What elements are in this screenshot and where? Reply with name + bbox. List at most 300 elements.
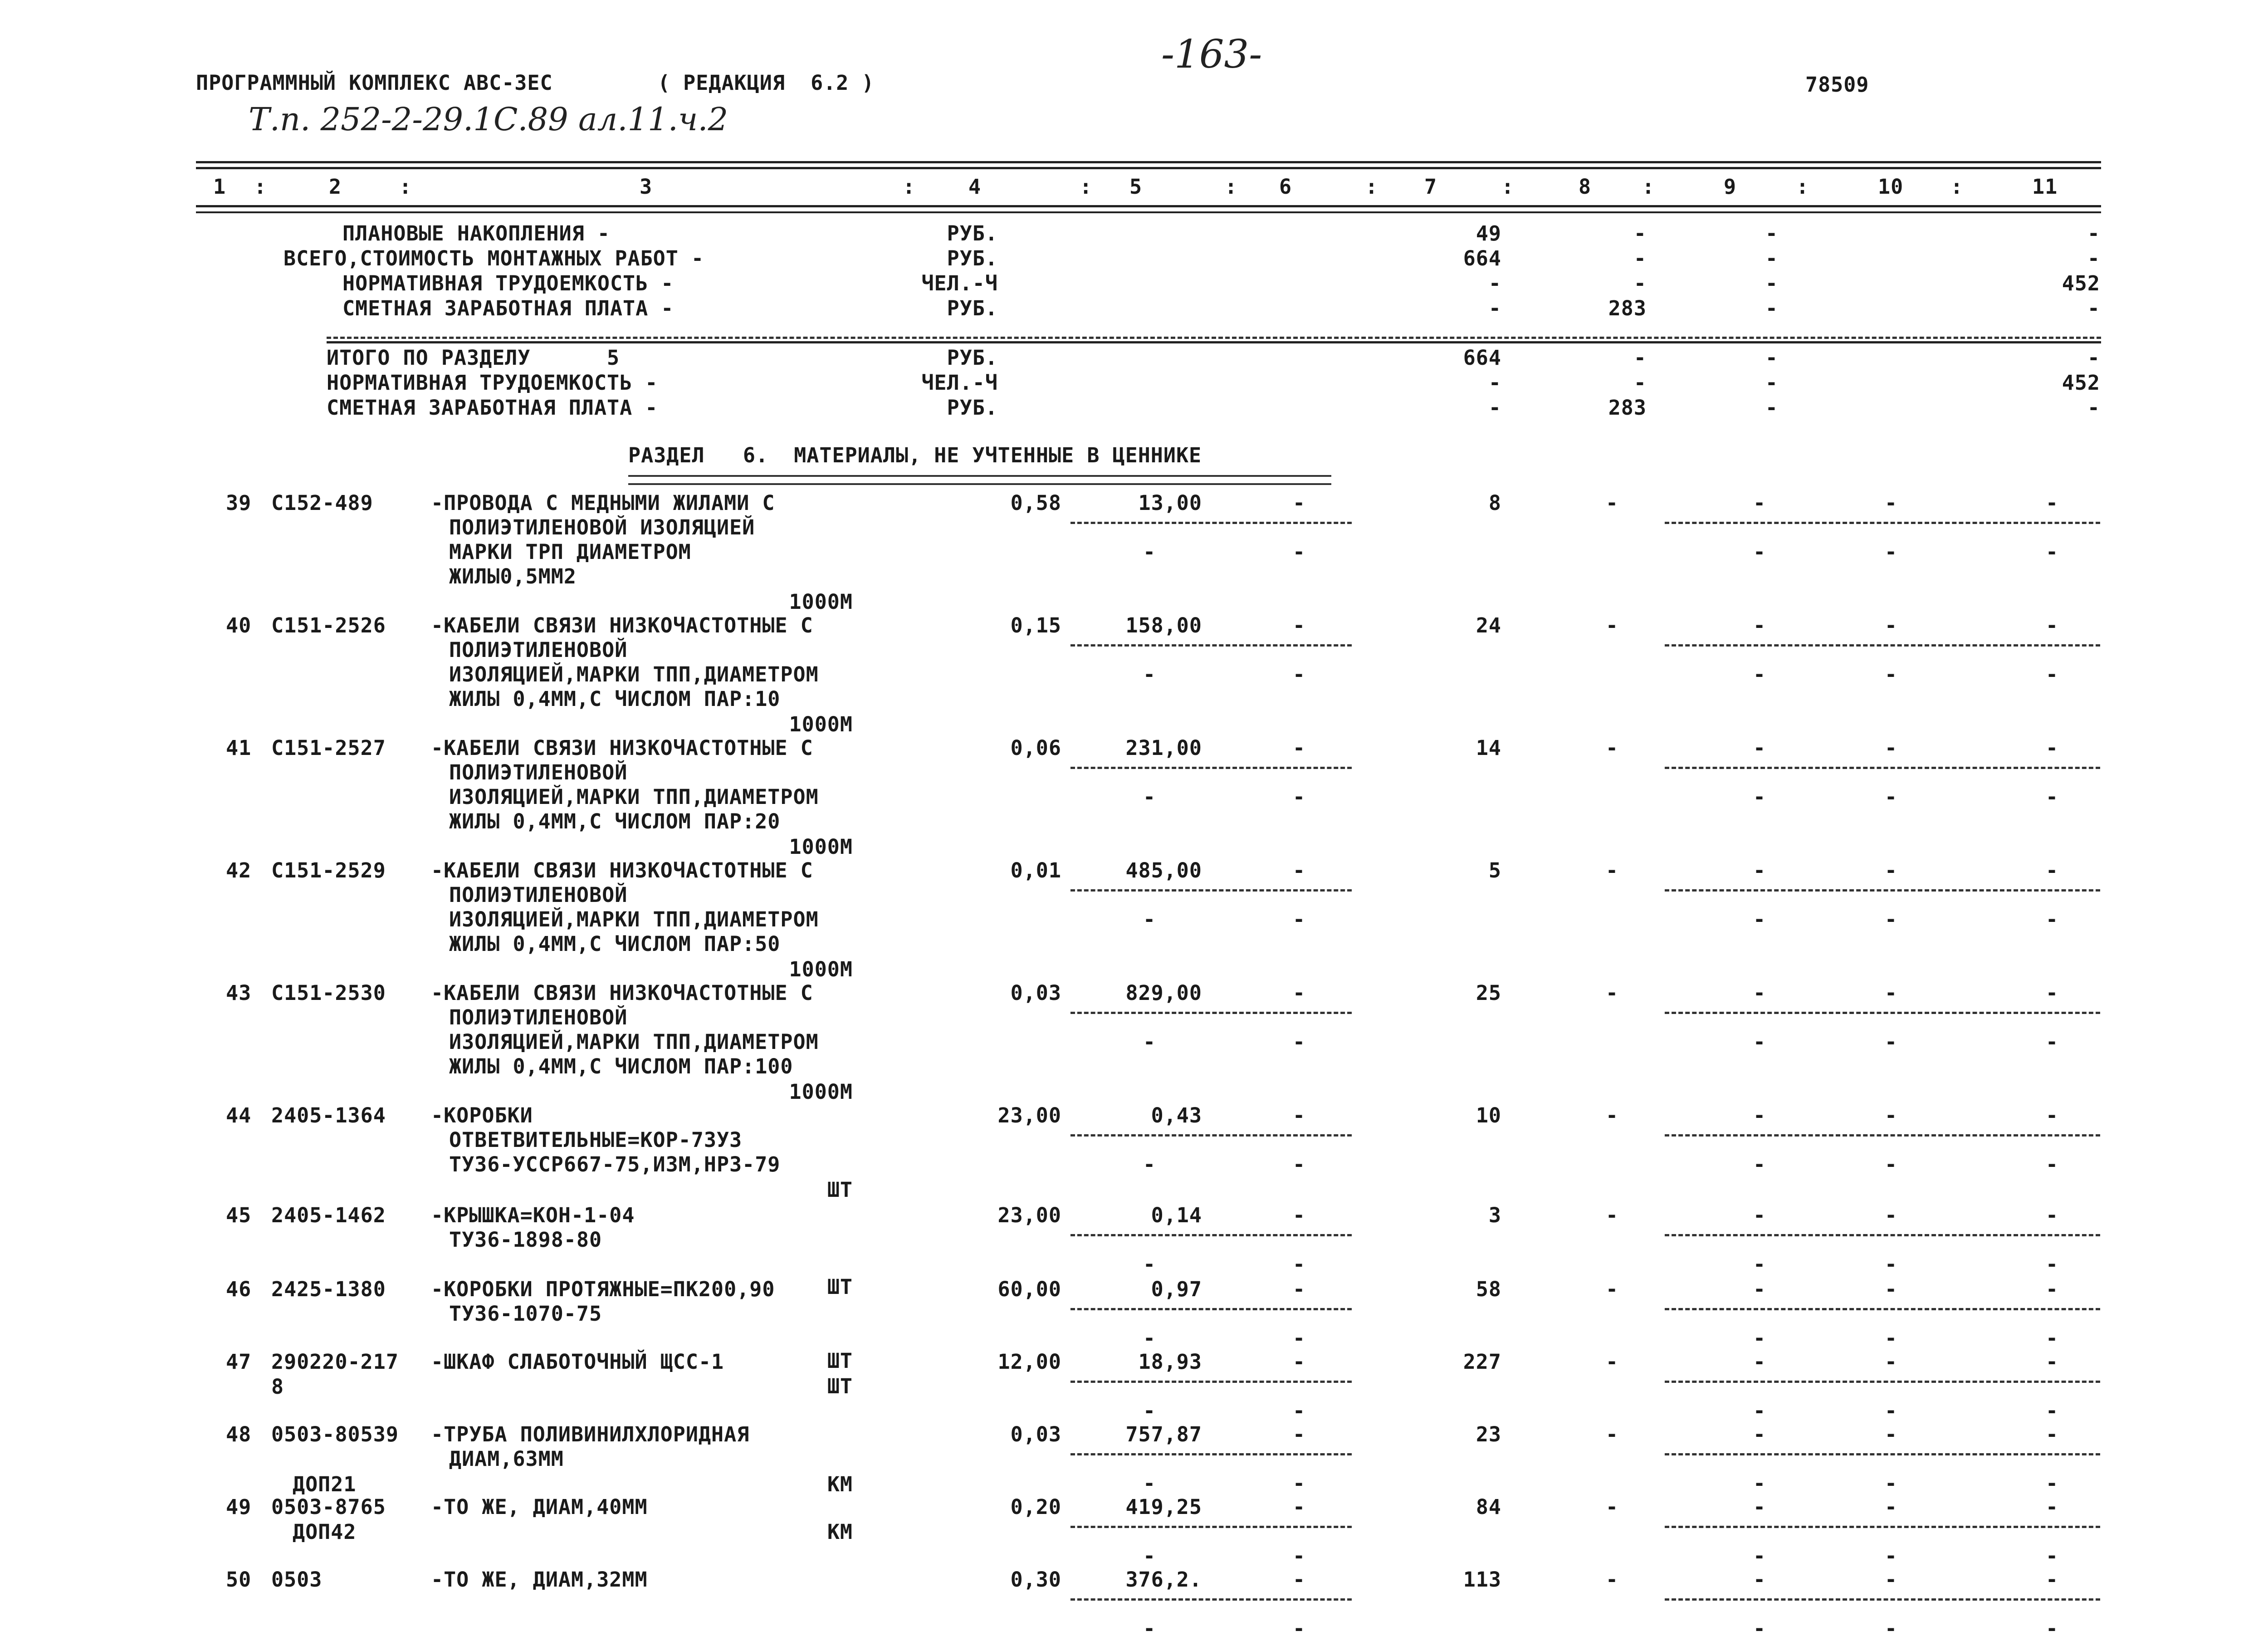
item-col11: - bbox=[2046, 491, 2059, 515]
item-code-extra: 8 bbox=[271, 1375, 284, 1399]
item-description-line: -ТО ЖЕ, ДИАМ,32ММ bbox=[431, 1568, 648, 1592]
item-number: 46 bbox=[226, 1277, 252, 1301]
item-sub-dash: - bbox=[1753, 1326, 1766, 1350]
item-description-line: ПОЛИЭТИЛЕНОВОЙ bbox=[449, 883, 628, 907]
item-description-line: МАРКИ ТРП ДИАМЕТРОМ bbox=[449, 540, 691, 564]
item-sub-dash: - bbox=[2046, 1544, 2059, 1568]
item-col6: - bbox=[1293, 1495, 1306, 1519]
item-col10: - bbox=[1885, 491, 1898, 515]
item-sub-dash: - bbox=[1143, 1326, 1156, 1350]
summary-col11: 452 bbox=[2062, 371, 2100, 395]
item-col8: - bbox=[1606, 1495, 1619, 1519]
item-col9: - bbox=[1753, 491, 1766, 515]
item-sub-dash: - bbox=[1753, 1030, 1766, 1054]
summary-col11: - bbox=[2087, 396, 2100, 420]
item-col11: - bbox=[2046, 1277, 2059, 1301]
item-code: 2425-1380 bbox=[271, 1277, 386, 1301]
item-col8: - bbox=[1606, 1203, 1619, 1227]
item-rule-right bbox=[1665, 1526, 2100, 1528]
summary-col9: - bbox=[1765, 371, 1778, 395]
item-sub-dash: - bbox=[1143, 540, 1156, 564]
item-col8: - bbox=[1606, 858, 1619, 882]
item-number: 49 bbox=[226, 1495, 252, 1519]
item-sub-dash: - bbox=[1143, 1617, 1156, 1641]
item-description-line: -КОРОБКИ ПРОТЯЖНЫЕ=ПК200,90 bbox=[431, 1277, 775, 1301]
summary-col8: - bbox=[1633, 371, 1647, 395]
item-number: 50 bbox=[226, 1568, 252, 1592]
item-unit-price: 18,93 bbox=[1138, 1350, 1202, 1374]
item-description-line: -КАБЕЛИ СВЯЗИ НИЗКОЧАСТОТНЫЕ С bbox=[431, 981, 813, 1005]
item-number: 41 bbox=[226, 736, 252, 760]
item-col11: - bbox=[2046, 1568, 2059, 1592]
item-description-line: ИЗОЛЯЦИЕЙ,МАРКИ ТПП,ДИАМЕТРОМ bbox=[449, 785, 819, 809]
item-unit-price: 376,2. bbox=[1125, 1568, 1202, 1592]
item-unit: ШТ bbox=[827, 1178, 853, 1202]
item-sub-dash: - bbox=[1293, 662, 1306, 686]
item-sub-dash: - bbox=[2046, 1030, 2059, 1054]
item-code: С151-2527 bbox=[271, 736, 386, 760]
item-code-extra: ДОП42 bbox=[293, 1520, 357, 1544]
item-rule-right bbox=[1665, 644, 2100, 647]
summary-col9: - bbox=[1765, 221, 1778, 245]
section-title-underline bbox=[628, 475, 1331, 485]
item-col7: 3 bbox=[1488, 1203, 1501, 1227]
column-separator: : bbox=[254, 175, 267, 199]
item-unit-price: 158,00 bbox=[1125, 613, 1202, 637]
item-quantity: 0,01 bbox=[1010, 858, 1061, 882]
item-unit-price: 0,97 bbox=[1151, 1277, 1202, 1301]
item-code: 0503-80539 bbox=[271, 1422, 399, 1446]
summary-col7: 49 bbox=[1476, 221, 1501, 245]
item-quantity: 0,15 bbox=[1010, 613, 1061, 637]
summary-col8: 283 bbox=[1608, 296, 1647, 320]
item-col11: - bbox=[2046, 1203, 2059, 1227]
item-description-line: -КАБЕЛИ СВЯЗИ НИЗКОЧАСТОТНЫЕ С bbox=[431, 858, 813, 882]
column-separator: : bbox=[1796, 175, 1809, 199]
item-description-line: -КРЫШКА=КОН-1-04 bbox=[431, 1203, 635, 1227]
item-description-line: ДИАМ,63ММ bbox=[449, 1447, 564, 1471]
item-sub-dash: - bbox=[2046, 1252, 2059, 1276]
item-sub-dash: - bbox=[1143, 785, 1156, 809]
item-description-line: ПОЛИЭТИЛЕНОВОЙ ИЗОЛЯЦИЕЙ bbox=[449, 515, 755, 539]
edition-label: ( РЕДАКЦИЯ 6.2 ) bbox=[658, 71, 875, 95]
item-sub-dash: - bbox=[1143, 1252, 1156, 1276]
item-unit-price: 231,00 bbox=[1125, 736, 1202, 760]
item-col11: - bbox=[2046, 981, 2059, 1005]
item-col8: - bbox=[1606, 613, 1619, 637]
item-sub-dash: - bbox=[1293, 1030, 1306, 1054]
item-col6: - bbox=[1293, 981, 1306, 1005]
item-quantity: 23,00 bbox=[997, 1103, 1061, 1127]
column-number-5: 5 bbox=[1129, 175, 1143, 199]
column-separator: : bbox=[1950, 175, 1964, 199]
item-sub-dash: - bbox=[1885, 1544, 1898, 1568]
item-unit-price: 0,14 bbox=[1151, 1203, 1202, 1227]
item-rule-right bbox=[1665, 1012, 2100, 1014]
item-sub-dash: - bbox=[1885, 907, 1898, 931]
summary-col7: - bbox=[1488, 296, 1501, 320]
item-description-line: ЖИЛЫ0,5ММ2 bbox=[449, 564, 577, 588]
item-unit: ШТ bbox=[827, 1275, 853, 1299]
item-sub-dash: - bbox=[1293, 1617, 1306, 1641]
item-sub-dash: - bbox=[2046, 1326, 2059, 1350]
item-rule-right bbox=[1665, 1308, 2100, 1310]
column-number-4: 4 bbox=[968, 175, 982, 199]
column-separator: : bbox=[1365, 175, 1378, 199]
column-separator: : bbox=[903, 175, 916, 199]
summary-unit: ЧЕЛ.-Ч bbox=[921, 271, 998, 295]
item-rule-right bbox=[1665, 1453, 2100, 1455]
item-col9: - bbox=[1753, 1495, 1766, 1519]
item-sub-dash: - bbox=[1885, 1399, 1898, 1423]
column-separator: : bbox=[1080, 175, 1093, 199]
item-col9: - bbox=[1753, 858, 1766, 882]
item-sub-dash: - bbox=[1753, 1471, 1766, 1495]
item-sub-dash: - bbox=[1293, 540, 1306, 564]
item-col6: - bbox=[1293, 1203, 1306, 1227]
summary-col9: - bbox=[1765, 246, 1778, 270]
item-col6: - bbox=[1293, 1422, 1306, 1446]
item-rule-right bbox=[1665, 522, 2100, 524]
item-col8: - bbox=[1606, 981, 1619, 1005]
item-quantity: 23,00 bbox=[997, 1203, 1061, 1227]
item-sub-dash: - bbox=[1143, 1544, 1156, 1568]
item-description-line: ЖИЛЫ 0,4ММ,С ЧИСЛОМ ПАР:10 bbox=[449, 687, 781, 711]
item-sub-dash: - bbox=[1293, 1252, 1306, 1276]
item-code: С151-2529 bbox=[271, 858, 386, 882]
item-rule-right bbox=[1665, 1598, 2100, 1601]
item-col8: - bbox=[1606, 1422, 1619, 1446]
item-col8: - bbox=[1606, 1277, 1619, 1301]
item-sub-dash: - bbox=[2046, 662, 2059, 686]
item-sub-dash: - bbox=[1753, 785, 1766, 809]
item-quantity: 60,00 bbox=[997, 1277, 1061, 1301]
column-number-9: 9 bbox=[1724, 175, 1737, 199]
item-code: 2405-1462 bbox=[271, 1203, 386, 1227]
item-col10: - bbox=[1885, 1422, 1898, 1446]
item-sub-dash: - bbox=[1293, 785, 1306, 809]
summary-unit: РУБ. bbox=[947, 396, 998, 420]
summary-separator-2 bbox=[327, 341, 2101, 343]
item-col10: - bbox=[1885, 1203, 1898, 1227]
item-sub-dash: - bbox=[1293, 1152, 1306, 1176]
summary-col8: - bbox=[1633, 346, 1647, 370]
item-sub-dash: - bbox=[1753, 1544, 1766, 1568]
item-sub-dash: - bbox=[1753, 1617, 1766, 1641]
item-description-line: ИЗОЛЯЦИЕЙ,МАРКИ ТПП,ДИАМЕТРОМ bbox=[449, 662, 819, 686]
item-sub-dash: - bbox=[2046, 1399, 2059, 1423]
item-sub-dash: - bbox=[1293, 1544, 1306, 1568]
item-quantity: 0,20 bbox=[1010, 1495, 1061, 1519]
item-description-line: ЖИЛЫ 0,4ММ,С ЧИСЛОМ ПАР:100 bbox=[449, 1054, 793, 1078]
item-code-extra: ДОП21 bbox=[293, 1472, 357, 1496]
item-quantity: 0,30 bbox=[1010, 1568, 1061, 1592]
item-sub-dash: - bbox=[1753, 1399, 1766, 1423]
item-unit-price: 757,87 bbox=[1125, 1422, 1202, 1446]
item-col10: - bbox=[1885, 736, 1898, 760]
summary-col8: - bbox=[1633, 246, 1647, 270]
item-col9: - bbox=[1753, 1277, 1766, 1301]
item-number: 48 bbox=[226, 1422, 252, 1446]
item-sub-dash: - bbox=[2046, 1152, 2059, 1176]
item-col10: - bbox=[1885, 1568, 1898, 1592]
item-col9: - bbox=[1753, 981, 1766, 1005]
summary-unit: РУБ. bbox=[947, 221, 998, 245]
item-sub-dash: - bbox=[1753, 1252, 1766, 1276]
item-col8: - bbox=[1606, 1103, 1619, 1127]
summary-col11: 452 bbox=[2062, 271, 2100, 295]
item-col8: - bbox=[1606, 491, 1619, 515]
item-description-line: ПОЛИЭТИЛЕНОВОЙ bbox=[449, 760, 628, 784]
item-sub-dash: - bbox=[2046, 1617, 2059, 1641]
document-code: 78509 bbox=[1805, 73, 1869, 97]
item-col7: 58 bbox=[1476, 1277, 1501, 1301]
column-number-3: 3 bbox=[640, 175, 653, 199]
item-col8: - bbox=[1606, 736, 1619, 760]
item-rule-price bbox=[1070, 644, 1352, 647]
item-rule-price bbox=[1070, 767, 1352, 769]
header-top-rule bbox=[196, 161, 2101, 163]
summary-label: ПЛАНОВЫЕ НАКОПЛЕНИЯ - bbox=[342, 221, 610, 245]
summary-col9: - bbox=[1765, 396, 1778, 420]
item-code: 2405-1364 bbox=[271, 1103, 386, 1127]
item-unit-price: 485,00 bbox=[1125, 858, 1202, 882]
item-sub-dash: - bbox=[1143, 1399, 1156, 1423]
item-col9: - bbox=[1753, 1422, 1766, 1446]
item-unit: 1000М bbox=[789, 957, 853, 981]
item-code: С152-489 bbox=[271, 491, 373, 515]
summary-col11: - bbox=[2087, 246, 2100, 270]
column-number-8: 8 bbox=[1579, 175, 1592, 199]
item-col11: - bbox=[2046, 1422, 2059, 1446]
item-sub-dash: - bbox=[1143, 1471, 1156, 1495]
summary-col11: - bbox=[2087, 221, 2100, 245]
item-rule-price bbox=[1070, 1234, 1352, 1236]
item-sub-dash: - bbox=[2046, 1471, 2059, 1495]
item-description-line: -КАБЕЛИ СВЯЗИ НИЗКОЧАСТОТНЫЕ С bbox=[431, 736, 813, 760]
item-description-line: ТУ36-УССР667-75,ИЗМ,НР3-79 bbox=[449, 1152, 781, 1176]
item-unit-price: 829,00 bbox=[1125, 981, 1202, 1005]
item-sub-dash: - bbox=[1885, 540, 1898, 564]
item-sub-dash: - bbox=[1885, 1471, 1898, 1495]
column-number-1: 1 bbox=[213, 175, 226, 199]
item-rule-right bbox=[1665, 1234, 2100, 1236]
header-bottom-rule bbox=[196, 205, 2101, 207]
item-col7: 84 bbox=[1476, 1495, 1501, 1519]
summary-unit: РУБ. bbox=[947, 296, 998, 320]
summary-unit: ЧЕЛ.-Ч bbox=[921, 371, 998, 395]
column-number-2: 2 bbox=[329, 175, 342, 199]
item-rule-price bbox=[1070, 1381, 1352, 1383]
item-col6: - bbox=[1293, 1103, 1306, 1127]
item-rule-price bbox=[1070, 1526, 1352, 1528]
item-description-line: ИЗОЛЯЦИЕЙ,МАРКИ ТПП,ДИАМЕТРОМ bbox=[449, 907, 819, 931]
item-unit-price: 419,25 bbox=[1125, 1495, 1202, 1519]
item-col6: - bbox=[1293, 1277, 1306, 1301]
item-rule-price bbox=[1070, 889, 1352, 892]
summary-col7: - bbox=[1488, 371, 1501, 395]
item-sub-dash: - bbox=[1753, 540, 1766, 564]
summary-col7: 664 bbox=[1463, 246, 1501, 270]
column-separator: : bbox=[1501, 175, 1515, 199]
item-description-line: ОТВЕТВИТЕЛЬНЫЕ=КОР-73У3 bbox=[449, 1128, 743, 1152]
item-description-line: -ПРОВОДА С МЕДНЫМИ ЖИЛАМИ С bbox=[431, 491, 775, 515]
item-quantity: 0,06 bbox=[1010, 736, 1061, 760]
summary-label: ВСЕГО,СТОИМОСТЬ МОНТАЖНЫХ РАБОТ - bbox=[284, 246, 704, 270]
item-col9: - bbox=[1753, 613, 1766, 637]
item-unit: 1000М bbox=[789, 1080, 853, 1104]
item-sub-dash: - bbox=[1885, 1030, 1898, 1054]
item-unit: 1000М bbox=[789, 590, 853, 614]
item-sub-dash: - bbox=[1885, 1252, 1898, 1276]
item-description-line: -КОРОБКИ bbox=[431, 1103, 533, 1127]
item-code: 0503-8765 bbox=[271, 1495, 386, 1519]
item-sub-dash: - bbox=[1885, 785, 1898, 809]
item-rule-right bbox=[1665, 767, 2100, 769]
item-quantity: 0,03 bbox=[1010, 1422, 1061, 1446]
summary-label: СМЕТНАЯ ЗАРАБОТНАЯ ПЛАТА - bbox=[327, 396, 658, 420]
item-rule-price bbox=[1070, 1453, 1352, 1455]
item-sub-dash: - bbox=[1885, 1617, 1898, 1641]
header-bottom-rule-2 bbox=[196, 211, 2101, 213]
item-col10: - bbox=[1885, 1495, 1898, 1519]
item-col7: 227 bbox=[1463, 1350, 1501, 1374]
summary-label: СМЕТНАЯ ЗАРАБОТНАЯ ПЛАТА - bbox=[342, 296, 674, 320]
summary-col9: - bbox=[1765, 271, 1778, 295]
item-rule-price bbox=[1070, 522, 1352, 524]
item-sub-dash: - bbox=[1143, 1030, 1156, 1054]
item-rule-right bbox=[1665, 1134, 2100, 1136]
item-col11: - bbox=[2046, 1103, 2059, 1127]
item-unit: ШТ bbox=[827, 1374, 853, 1398]
item-quantity: 0,03 bbox=[1010, 981, 1061, 1005]
item-description-line: ИЗОЛЯЦИЕЙ,МАРКИ ТПП,ДИАМЕТРОМ bbox=[449, 1030, 819, 1054]
summary-col7: - bbox=[1488, 396, 1501, 420]
item-rule-price bbox=[1070, 1012, 1352, 1014]
item-unit-price: 13,00 bbox=[1138, 491, 1202, 515]
item-sub-dash: - bbox=[1143, 662, 1156, 686]
item-description-line: -КАБЕЛИ СВЯЗИ НИЗКОЧАСТОТНЫЕ С bbox=[431, 613, 813, 637]
summary-unit: РУБ. bbox=[947, 346, 998, 370]
item-col8: - bbox=[1606, 1568, 1619, 1592]
item-col6: - bbox=[1293, 736, 1306, 760]
item-col10: - bbox=[1885, 858, 1898, 882]
item-sub-dash: - bbox=[1753, 907, 1766, 931]
item-unit-price: 0,43 bbox=[1151, 1103, 1202, 1127]
header-top-rule-2 bbox=[196, 167, 2101, 169]
item-sub-dash: - bbox=[1885, 662, 1898, 686]
item-unit: ШТ bbox=[827, 1349, 853, 1373]
item-col8: - bbox=[1606, 1350, 1619, 1374]
item-col7: 5 bbox=[1488, 858, 1501, 882]
column-number-7: 7 bbox=[1424, 175, 1437, 199]
item-col9: - bbox=[1753, 736, 1766, 760]
handwritten-reference: Т.п. 252-2-29.1С.89 ал.11.ч.2 bbox=[249, 101, 728, 138]
item-col7: 24 bbox=[1476, 613, 1501, 637]
summary-label: НОРМАТИВНАЯ ТРУДОЕМКОСТЬ - bbox=[327, 371, 658, 395]
item-description-line: ЖИЛЫ 0,4ММ,С ЧИСЛОМ ПАР:20 bbox=[449, 809, 781, 833]
summary-col11: - bbox=[2087, 296, 2100, 320]
item-quantity: 0,58 bbox=[1010, 491, 1061, 515]
item-code: С151-2530 bbox=[271, 981, 386, 1005]
item-unit: 1000М bbox=[789, 712, 853, 736]
summary-col11: - bbox=[2087, 346, 2100, 370]
item-col6: - bbox=[1293, 613, 1306, 637]
item-col7: 23 bbox=[1476, 1422, 1501, 1446]
item-col9: - bbox=[1753, 1568, 1766, 1592]
item-number: 45 bbox=[226, 1203, 252, 1227]
column-separator: : bbox=[1225, 175, 1238, 199]
summary-separator bbox=[327, 337, 2101, 339]
item-number: 40 bbox=[226, 613, 252, 637]
item-description-line: ТУ36-1070-75 bbox=[449, 1302, 602, 1326]
summary-col9: - bbox=[1765, 296, 1778, 320]
item-code: 0503 bbox=[271, 1568, 323, 1592]
item-description-line: ЖИЛЫ 0,4ММ,С ЧИСЛОМ ПАР:50 bbox=[449, 932, 781, 956]
item-sub-dash: - bbox=[1885, 1326, 1898, 1350]
item-rule-right bbox=[1665, 889, 2100, 892]
item-description-line: -ШКАФ СЛАБОТОЧНЫЙ ЩСС-1 bbox=[431, 1350, 724, 1374]
item-col7: 14 bbox=[1476, 736, 1501, 760]
item-col7: 8 bbox=[1488, 491, 1501, 515]
item-col11: - bbox=[2046, 1495, 2059, 1519]
summary-col8: - bbox=[1633, 221, 1647, 245]
item-description-line: ПОЛИЭТИЛЕНОВОЙ bbox=[449, 1005, 628, 1029]
item-description-line: -ТРУБА ПОЛИВИНИЛХЛОРИДНАЯ bbox=[431, 1422, 750, 1446]
column-separator: : bbox=[1642, 175, 1655, 199]
item-col6: - bbox=[1293, 1568, 1306, 1592]
item-unit: КМ bbox=[827, 1520, 853, 1544]
summary-col8: - bbox=[1633, 271, 1647, 295]
item-number: 39 bbox=[226, 491, 252, 515]
item-number: 47 bbox=[226, 1350, 252, 1374]
item-col11: - bbox=[2046, 613, 2059, 637]
item-description-line: ТУ36-1898-80 bbox=[449, 1228, 602, 1252]
item-sub-dash: - bbox=[1143, 1152, 1156, 1176]
summary-unit: РУБ. bbox=[947, 246, 998, 270]
item-number: 43 bbox=[226, 981, 252, 1005]
summary-col7: - bbox=[1488, 271, 1501, 295]
summary-label: НОРМАТИВНАЯ ТРУДОЕМКОСТЬ - bbox=[342, 271, 674, 295]
column-separator: : bbox=[399, 175, 412, 199]
item-col10: - bbox=[1885, 1277, 1898, 1301]
item-sub-dash: - bbox=[2046, 907, 2059, 931]
item-col9: - bbox=[1753, 1103, 1766, 1127]
item-rule-price bbox=[1070, 1308, 1352, 1310]
item-code: 290220-217 bbox=[271, 1350, 399, 1374]
item-col10: - bbox=[1885, 613, 1898, 637]
item-rule-price bbox=[1070, 1134, 1352, 1136]
item-sub-dash: - bbox=[1293, 1326, 1306, 1350]
item-col7: 25 bbox=[1476, 981, 1501, 1005]
item-rule-right bbox=[1665, 1381, 2100, 1383]
item-col10: - bbox=[1885, 981, 1898, 1005]
item-description-line: ПОЛИЭТИЛЕНОВОЙ bbox=[449, 638, 628, 662]
item-description-line: -ТО ЖЕ, ДИАМ,40ММ bbox=[431, 1495, 648, 1519]
item-sub-dash: - bbox=[1753, 662, 1766, 686]
item-quantity: 12,00 bbox=[997, 1350, 1061, 1374]
item-sub-dash: - bbox=[1885, 1152, 1898, 1176]
item-col6: - bbox=[1293, 1350, 1306, 1374]
item-sub-dash: - bbox=[2046, 540, 2059, 564]
item-col11: - bbox=[2046, 858, 2059, 882]
item-sub-dash: - bbox=[1143, 907, 1156, 931]
item-code: С151-2526 bbox=[271, 613, 386, 637]
item-unit: 1000М bbox=[789, 835, 853, 859]
column-number-10: 10 bbox=[1878, 175, 1904, 199]
item-number: 44 bbox=[226, 1103, 252, 1127]
item-col9: - bbox=[1753, 1350, 1766, 1374]
